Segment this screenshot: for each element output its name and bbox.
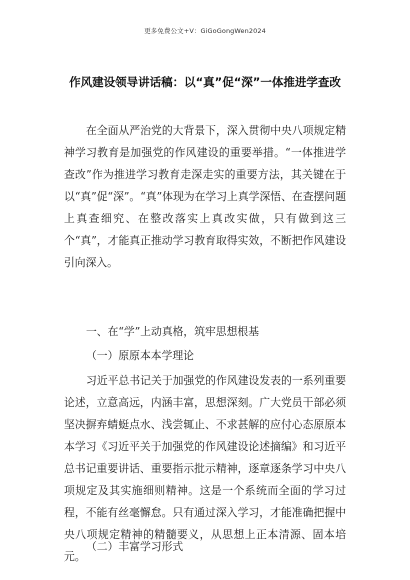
section-heading-1: 一、在“学”上动真格，筑牢思想根基: [86, 325, 259, 338]
subsection-heading-1: （一）原原本本学理论: [86, 349, 194, 362]
subsection-heading-2: （二）丰富学习形式: [86, 540, 184, 553]
intro-paragraph: 在全面从严治党的大背景下，深入贯彻中央八项规定精神学习教育是加强党的作风建设的重要举措。“一体推进学查改”作为推进学习教育走深走实的重要方法，其关键在于以“真”促“深”。“真”体现为在学习上真学深悟、在查摆问题上真查细究、在整改落实上真改实做，只有做到这三个“真”，才能真正推动学习教育取得实效，不断把作风建设引向深入。: [64, 124, 346, 269]
document-title: 作风建设领导讲话稿：以“真”促“深”一体推进学查改: [69, 75, 341, 89]
body-paragraph-2: 习近平总书记关于加强党的作风建设发表的一系列重要论述，立意高远，内涵丰富，思想深刻。广大党员干部必须坚决摒弃蜻蜓点水、浅尝辄止、不求甚解的应付心态原原本本学习《习近平关于加强党的作风建设论述摘编》和习近平总书记重要讲话、重要指示批示精神，逐章逐条学习中央八项规定及其实施细则精神。这是一个系统而全面的学习过程，不能有丝毫懈怠。只有通过深入学习，才能准确把握中央八项规定精神的精髓要义，从思想上正本清源、固本培元。: [64, 374, 346, 563]
promo-header-note: 更多免费公文+V：GiGoGongWen2024: [144, 27, 266, 35]
